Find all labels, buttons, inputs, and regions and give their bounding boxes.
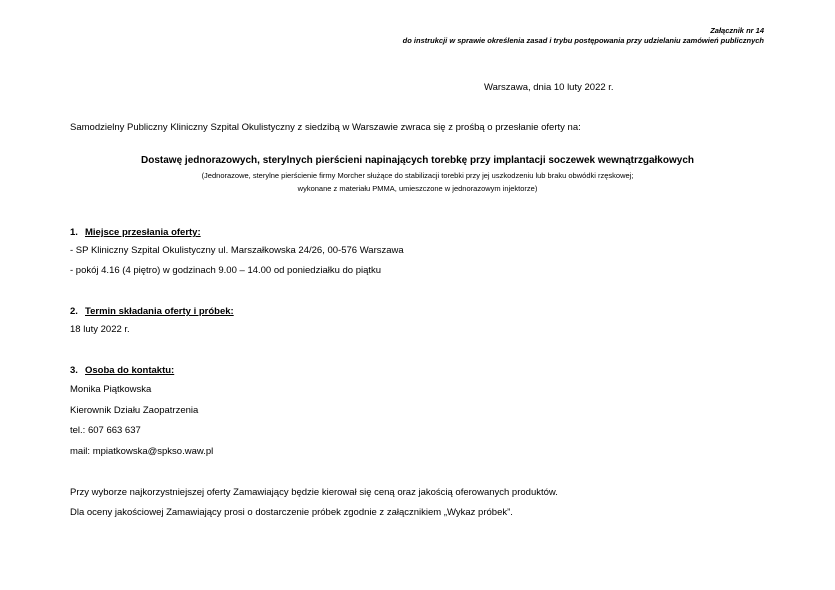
contact-name: Monika Piątkowska: [70, 384, 152, 395]
deadline-date: 18 luty 2022 r.: [70, 324, 130, 335]
subject-note-line-1: (Jednorazowe, sterylne pierścienie firmy Morcher służące do stabilizacji torebki przy jej uszkodzeniu lub braku obwódki rzęskowej;: [201, 171, 634, 180]
section-heading-text: Miejsce przesłania oferty:: [85, 227, 201, 238]
contact-phone: tel.: 607 663 637: [70, 425, 141, 436]
annex-subtitle: do instrukcji w sprawie określenia zasad i trybu postępowania przy udzielaniu zamówień publicznych: [402, 36, 764, 45]
address-line: - SP Kliniczny Szpital Okulistyczny ul. Marszałkowska 24/26, 00-576 Warszawa: [70, 245, 404, 256]
section-heading-contact: [70, 365, 174, 376]
subject-title: Dostawę jednorazowych, sterylnych pierścieni napinających torebkę przy implantacji soczewek wewnątrzgałkowych: [141, 155, 694, 166]
section-heading-delivery-place: [70, 227, 201, 238]
subject-note-line-2: wykonane z materiału PMMA, umieszczone w jednorazowym injektorze): [297, 184, 538, 193]
section-heading-text: Osoba do kontaktu:: [85, 365, 175, 376]
section-number: 2.: [70, 306, 78, 317]
section-number: 1.: [70, 227, 78, 238]
closing-samples: Dla oceny jakościowej Zamawiający prosi o dostarczenie próbek zgodnie z załącznikiem „Wykaz próbek”.: [70, 507, 513, 518]
contact-position: Kierownik Działu Zaopatrzenia: [70, 405, 199, 416]
annex-title: Załącznik nr 14: [710, 26, 764, 35]
section-heading-text: Termin składania oferty i próbek:: [85, 306, 234, 317]
intro-text: Samodzielny Publiczny Kliniczny Szpital Okulistyczny z siedzibą w Warszawie zwraca się z prośbą o przesłanie oferty na:: [70, 122, 581, 133]
room-hours-line: - pokój 4.16 (4 piętro) w godzinach 9.00 – 14.00 od poniedziałku do piątku: [70, 265, 382, 276]
closing-criteria: Przy wyborze najkorzystniejszej oferty Zamawiający będzie kierował się ceną oraz jakością oferowanych produktów.: [70, 487, 558, 498]
section-number: 3.: [70, 365, 78, 376]
contact-email: mail: mpiatkowska@spkso.waw.pl: [70, 446, 214, 457]
date-line: Warszawa, dnia 10 luty 2022 r.: [484, 82, 614, 93]
section-heading-deadline: [70, 306, 234, 317]
